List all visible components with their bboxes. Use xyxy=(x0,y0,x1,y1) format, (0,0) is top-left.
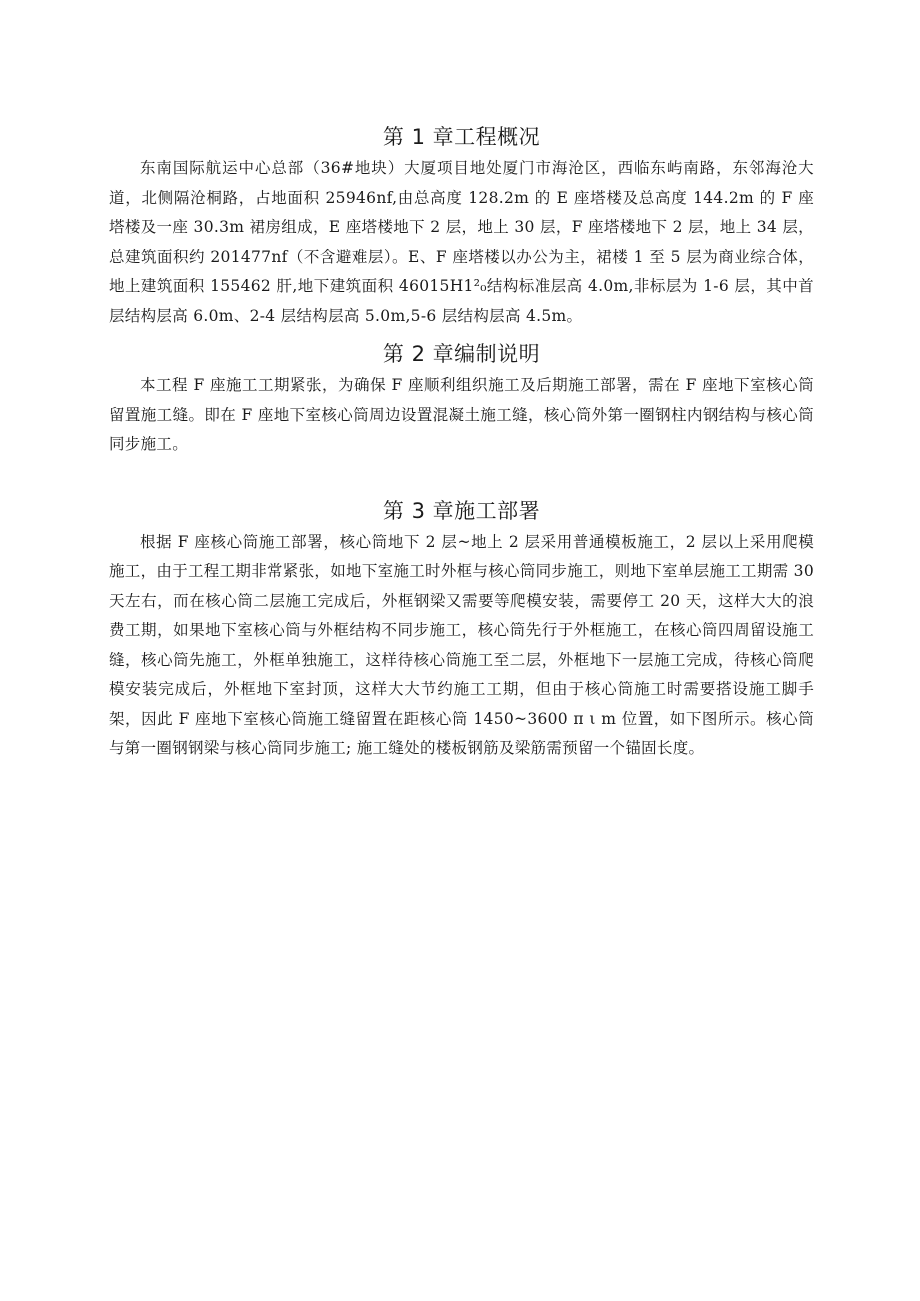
chapter-1-title: 第 1 章工程概况 xyxy=(382,125,541,149)
document-body xyxy=(109,120,814,764)
chapter-1-paragraph: 东南国际航运中心总部（36#地块）大厦项目地处厦门市海沧区，西临东屿南路，东邻海沧大道，北侧隔沧桐路，占地面积 25946nf,由总高度 128.2m 的 E 座塔楼及总高度 144.2m 的 F 座塔楼及一座 30.3m 裙房组成，E 座塔楼地下 2 层，地上 30 层，F 座塔楼地下 2 层，地上 34 层，总建筑面积约 201477nf（不含避难层）。E、F 座塔楼以办公为主，裙楼 1 至 5 层为商业综合体，地上建筑面积 155462 肝,地下建筑面积 46015H1²₀结构标准层高 4.0m,非标层为 1-6 层，其中首层结构层高 6.0m、2-4 层结构层高 5.0m,5-6 层结构层高 4.5m。 xyxy=(109,159,814,325)
spacer xyxy=(109,460,814,494)
chapter-3-paragraph: 根据 F 座核心筒施工部署，核心筒地下 2 层~地上 2 层采用普通模板施工，2 层以上采用爬模施工，由于工程工期非常紧张，如地下室施工时外框与核心筒同步施工，则地下室单层施工工期需 30 天左右，而在核心筒二层施工完成后，外框钢梁又需要等爬模安装，需要停工 20 天，这样大大的浪费工期，如果地下室核心筒与外框结构不同步施工，核心筒先行于外框施工，在核心筒四周留设施工缝，核心筒先施工，外框单独施工，这样待核心筒施工至二层，外框地下一层施工完成，待核心筒爬模安装完成后，外框地下室封顶，这样大大节约施工工期，但由于核心筒施工时需要搭设施工脚手架，因此 F 座地下室核心筒施工缝留置在距核心筒 1450~3600 π ι m 位置，如下图所示。核心筒与第一圈钢钢梁与核心筒同步施工; 施工缝处的楼板钢筋及梁筋需预留一个锚固长度。 xyxy=(109,532,814,757)
chapter-3-title: 第 3 章施工部署 xyxy=(382,498,541,523)
chapter-2-paragraph: 本工程 F 座施工工期紧张，为确保 F 座顺利组织施工及后期施工部署，需在 F 座地下室核心筒留置施工缝。即在 F 座地下室核心筒周边设置混凝土施工缝，核心筒外第一圈钢柱内钢结构与核心筒同步施工。 xyxy=(109,376,814,453)
chapter-2-title: 第 2 章编制说明 xyxy=(382,342,541,366)
